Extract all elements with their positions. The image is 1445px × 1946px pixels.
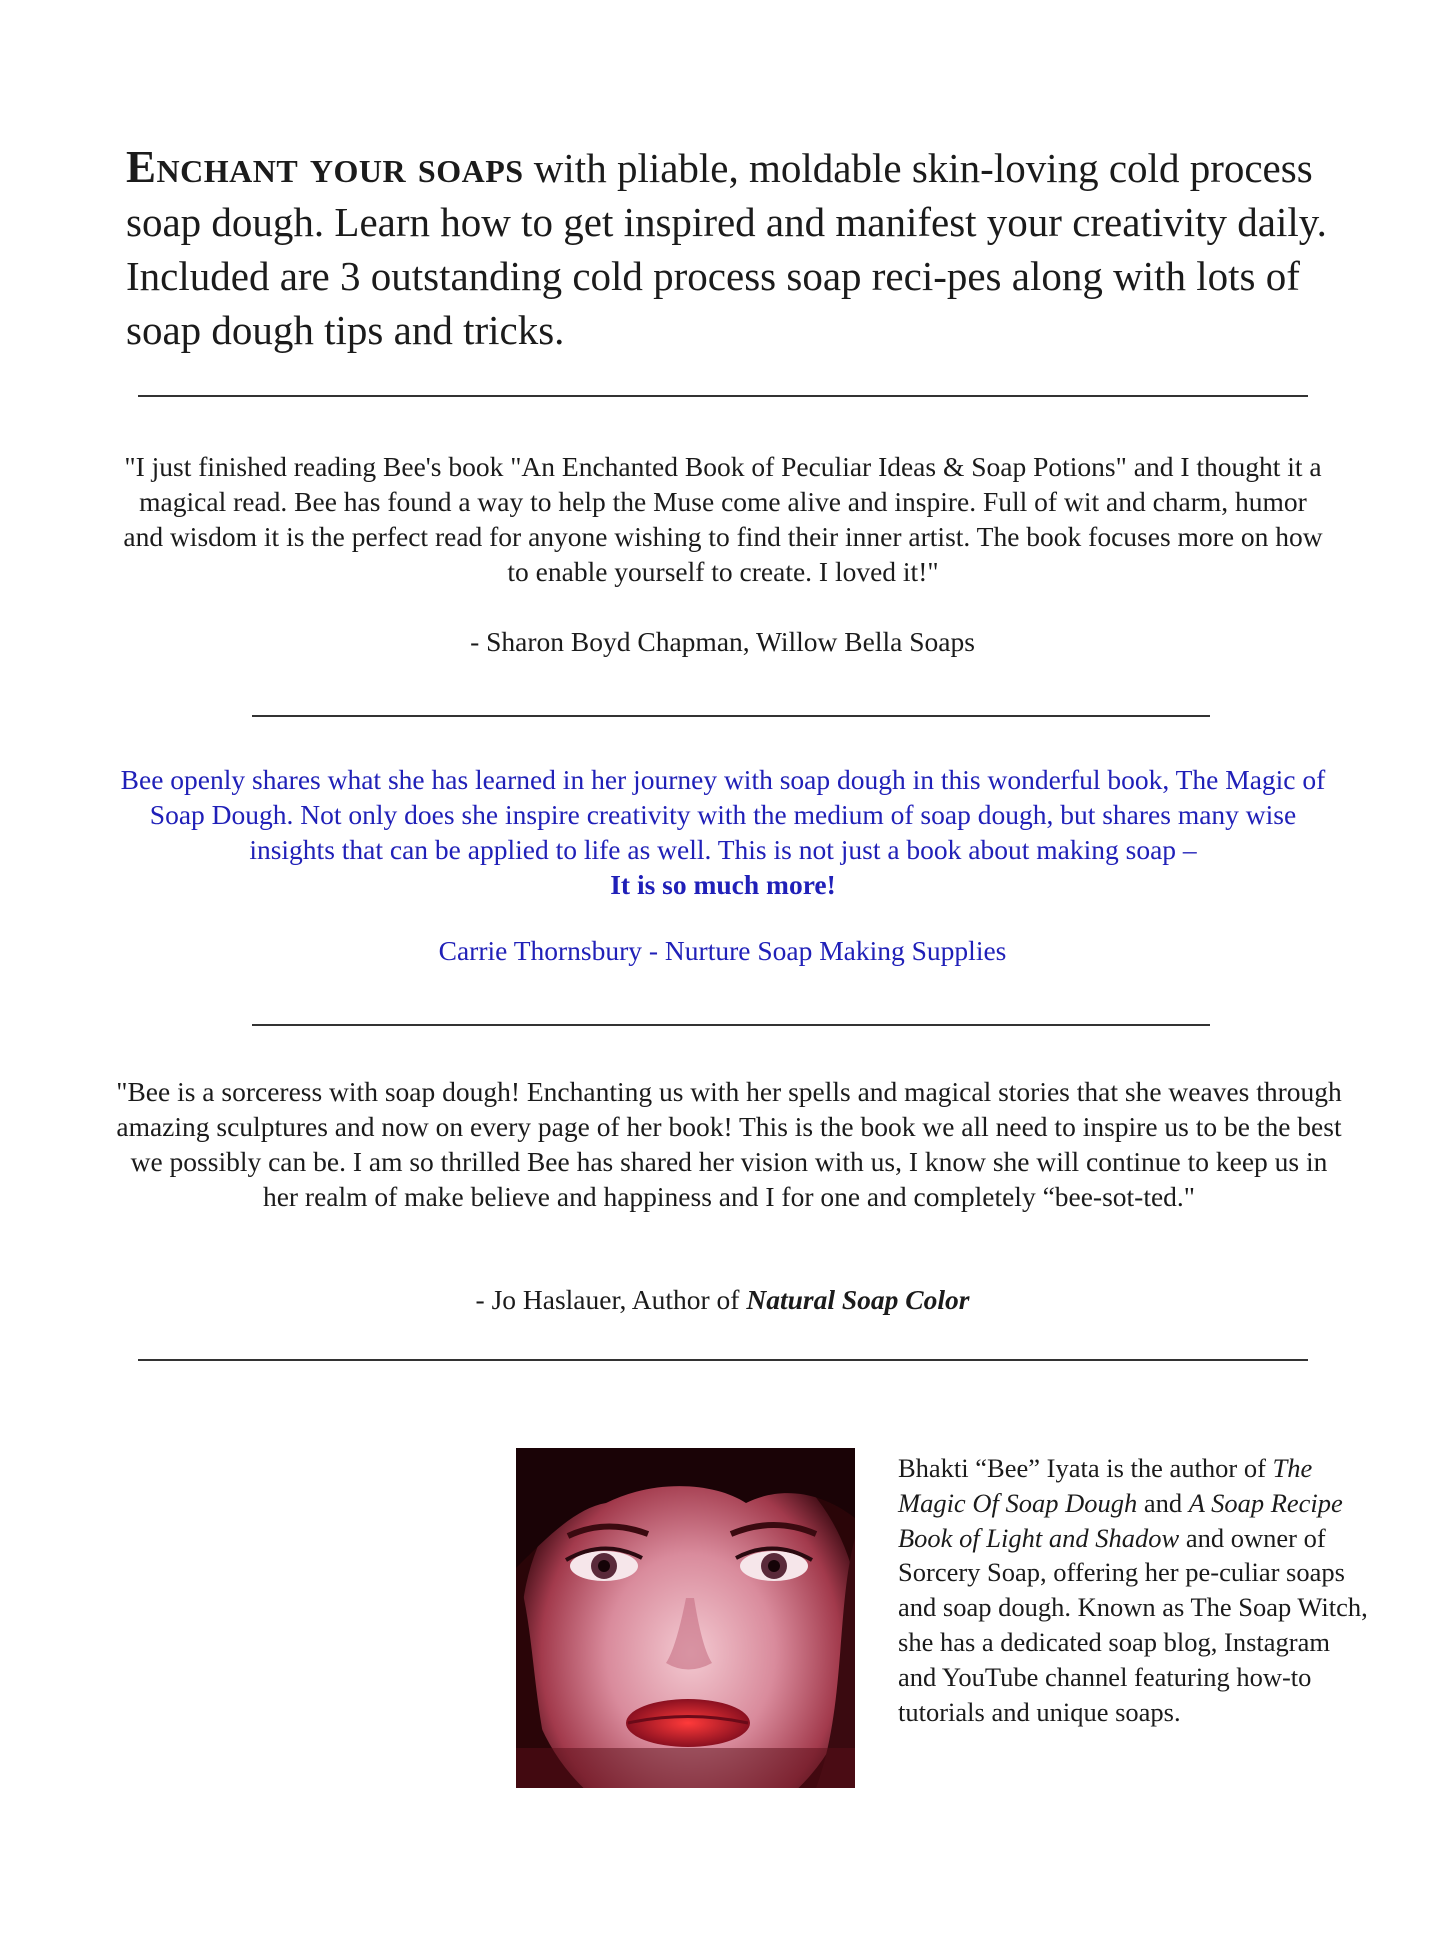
author-bio	[898, 1451, 1374, 1729]
divider-4	[138, 1359, 1308, 1361]
testimonial-attribution-3-prefix: - Jo Haslauer, Author of	[475, 1284, 747, 1315]
divider-3	[252, 1024, 1210, 1026]
testimonial-quote-1: "I just finished reading Bee's book "An Enchanted Book of Peculiar Ideas & Soap Potions" and I thought it a magical read. Bee has found a way to help the Muse come alive and inspire. Full of wit and charm, humor and wisdom it is the perfect read for anyone wishing to find their inner artist. The book focuses more on how to enable yourself to create. I loved it!"	[123, 451, 1323, 587]
book-title-natural-soap-color: Natural Soap Color	[746, 1284, 970, 1315]
testimonial-quote-3: "Bee is a sorceress with soap dough! Enchanting us with her spells and magical stories that she weaves through amazing sculptures and now on every page of her book! This is the book we all need to inspire us to be the best we possibly can be. I am so thrilled Bee has shared her vision with us, I know she will continue to keep us in her realm of make believe and happiness and I for one and completely “bee-sot-ted."	[116, 1076, 1342, 1212]
author-photo	[516, 1448, 855, 1788]
testimonial-attribution-2: Carrie Thornsbury - Nurture Soap Making Supplies	[438, 935, 1007, 966]
divider-2	[252, 715, 1210, 717]
testimonial-quote-2-emphasis: It is so much more!	[610, 869, 836, 900]
testimonial-attribution-1: - Sharon Boyd Chapman, Willow Bella Soaps	[470, 626, 975, 657]
intro-blurb	[126, 140, 1336, 357]
testimonial-quote-2-text: Bee openly shares what she has learned in her journey with soap dough in this wonderful book, The Magic of Soap Dough. Not only does she inspire creativity with the medium of soap dough, but shares many wise insights that can be applied to life as well. This is not just a book about making soap –	[120, 764, 1326, 865]
bio-text-3: and owner of Sorcery Soap, offering her pe-culiar soaps and soap dough. Known as The Soap Witch, she has a dedicated soap blog, Instagram and YouTube channel featuring how-to tutorials and unique soaps.	[898, 1522, 1368, 1727]
book-title-light-and-shadow: A Soap Recipe Book of Light and Shadow	[898, 1487, 1343, 1553]
bio-text-2: and	[1137, 1487, 1189, 1518]
divider-1	[138, 395, 1308, 397]
testimonial-quote-2	[116, 762, 1330, 902]
book-title-magic-of-soap-dough: The Magic Of Soap Dough	[898, 1453, 1313, 1518]
bio-text-1: Bhakti “Bee” Iyata is the author of	[898, 1453, 1273, 1483]
testimonial-attribution-3	[0, 1284, 1445, 1316]
author-portrait-graphic	[516, 1448, 855, 1788]
intro-text: with pliable, moldable skin-loving cold process soap dough. Learn how to get inspired and manifest your creativity daily. Included are 3 outstanding cold process soap reci-pes along with lots of soap dough tips and tricks.	[126, 145, 1327, 353]
intro-lead: Enchant your soaps	[126, 142, 524, 192]
